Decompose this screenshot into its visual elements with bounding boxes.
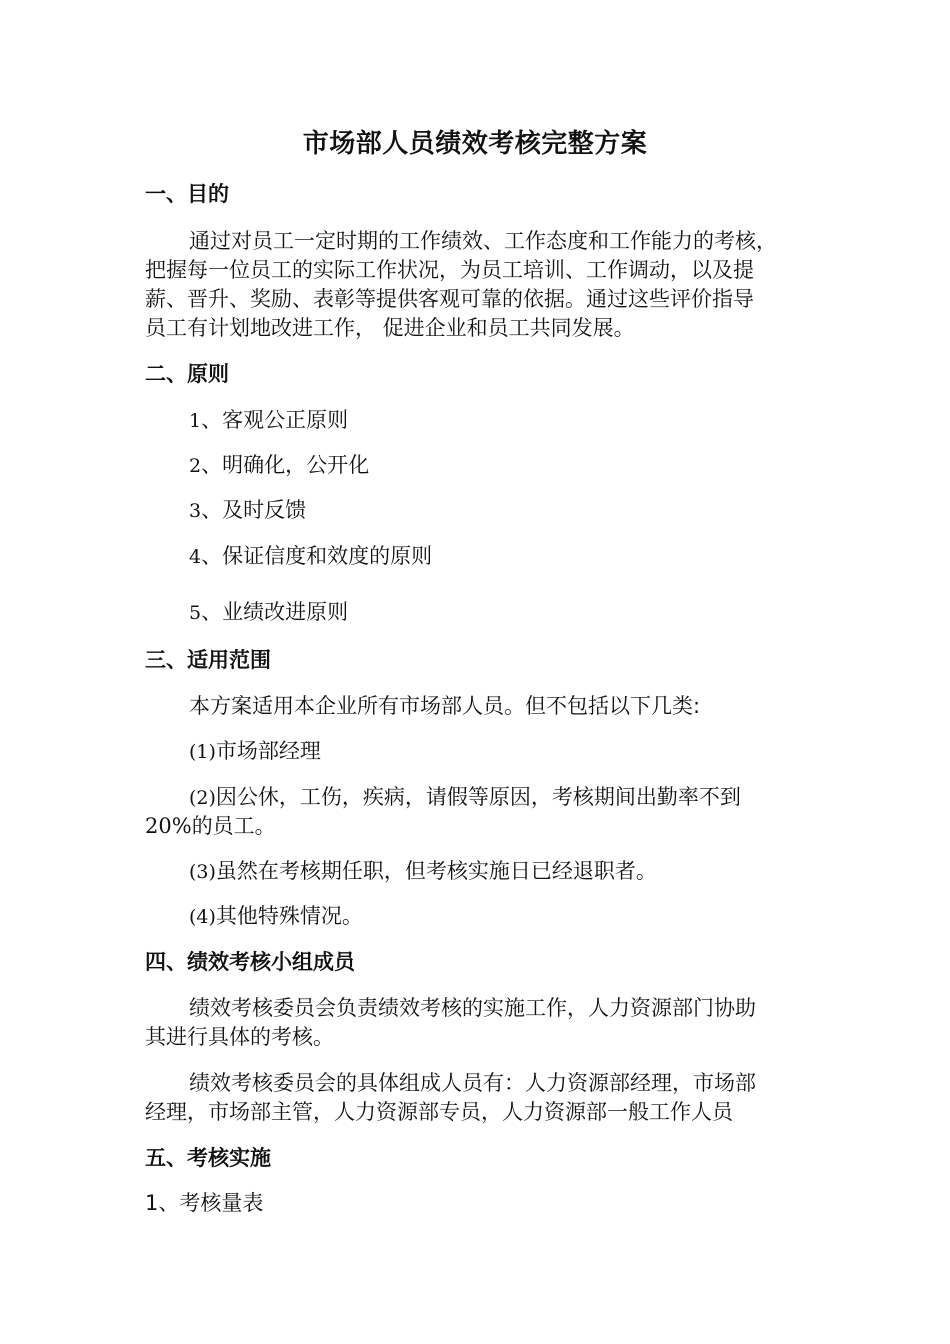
principle-item-text: 、业绩改进原则 [201,600,349,624]
scope-item-number: (3) [189,861,216,883]
principle-item-text: 、及时反馈 [201,498,307,522]
purpose-line-3: 薪、晋升、奖励、表彰等提供客观可靠的依据。通过这些评价指导 [145,287,754,311]
scope-item [189,736,321,767]
principle-item [189,450,369,481]
section-heading-committee: 四、绩效考核小组成员 [145,950,355,974]
principle-item-number: 2 [189,455,202,477]
scope-intro: 本方案适用本企业所有市场部人员。但不包括以下几类: [189,694,701,718]
scope-item-number: (2) [189,787,216,809]
scope-item-text: 虽然在考核期任职，但考核实施日已经退职者。 [215,859,657,883]
principle-item [189,541,432,572]
scope-item-text: 其他特殊情况。 [215,904,363,928]
purpose-line-1: 通过对员工一定时期的工作绩效、工作态度和工作能力的考核， [189,229,777,253]
section-heading-principles: 二、原则 [145,362,229,386]
committee-para2-line-1: 绩效考核委员会的具体组成人员有：人力资源部经理，市场部 [189,1071,756,1095]
principle-item [189,495,306,526]
principle-item-number: 4 [189,546,202,568]
principle-item [189,597,348,628]
section-heading-scope: 三、适用范围 [145,648,271,672]
scope-item-percent: 20% [145,814,192,838]
section-heading-implementation: 五、考核实施 [145,1146,271,1170]
committee-para1-line-1: 绩效考核委员会负责绩效考核的实施工作，人力资源部门协助 [189,996,756,1020]
purpose-line-4: 员工有计划地改进工作， 促进企业和员工共同发展。 [145,316,635,340]
principle-item-number: 5 [189,602,202,624]
section-heading-purpose: 一、目的 [145,182,229,206]
scope-item-number: (1) [189,741,216,763]
scope-item [189,782,741,813]
scope-item [189,901,363,932]
committee-para1-line-2: 其进行具体的考核。 [145,1025,334,1049]
implementation-subheading: 1、考核量表 [145,1191,264,1215]
principle-item-text: 、客观公正原则 [201,408,349,432]
purpose-line-2: 把握每一位员工的实际工作状况，为员工培训、工作调动，以及提 [145,258,754,282]
document-title: 市场部人员绩效考核完整方案 [302,129,648,159]
principle-item-text: 、明确化，公开化 [201,453,370,477]
scope-item-text: 市场部经理 [215,739,321,763]
principle-item-text: 、保证信度和效度的原则 [201,544,433,568]
committee-para2-line-2: 经理，市场部主管，人力资源部专员，人力资源部一般工作人员 [145,1100,733,1124]
principle-item-number: 3 [189,500,202,522]
principle-item-number: 1 [189,410,202,432]
scope-item-number: (4) [189,906,216,928]
scope-item-text: 因公休，工伤，疾病，请假等原因，考核期间出勤率不到 [215,785,741,809]
scope-item-continuation-text: 的员工。 [191,814,276,838]
scope-item-continuation [145,811,276,841]
scope-item [189,856,657,887]
principle-item [189,405,348,436]
